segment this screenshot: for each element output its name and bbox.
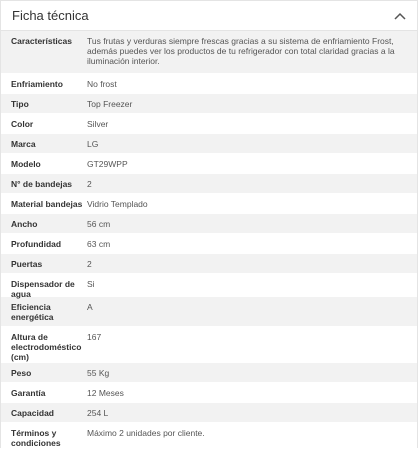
spec-row [1, 31, 417, 74]
spec-label: Material bandejas [11, 199, 83, 209]
spec-value: Si [87, 279, 95, 289]
spec-value: A [87, 302, 93, 312]
spec-row [1, 403, 417, 423]
spec-value: 254 L [87, 408, 109, 418]
spec-label: Dispensador de agua [11, 279, 75, 299]
spec-value: 2 [87, 259, 92, 269]
spec-value: 56 cm [87, 219, 111, 229]
spec-value: Tus frutas y verduras siempre frescas gracias a su sistema de enfriamiento Frost, además puedes ver los productos de tu refrigerador con total claridad gracias a la iluminación interior. [87, 36, 395, 66]
spec-label: Tipo [11, 99, 29, 109]
chevron-up-icon[interactable] [393, 9, 407, 23]
spec-value: 12 Meses [87, 388, 124, 398]
spec-row [1, 327, 417, 363]
spec-row [1, 94, 417, 114]
spec-value: LG [87, 139, 99, 149]
spec-value: GT29WPP [87, 159, 128, 169]
spec-row [1, 297, 417, 327]
spec-row [1, 363, 417, 383]
spec-value: 2 [87, 179, 92, 189]
spec-row [1, 114, 417, 134]
spec-label: Altura de electrodoméstico (cm) [11, 332, 82, 362]
spec-label: Términos y condiciones [11, 428, 61, 448]
spec-label: N° de bandejas [11, 179, 73, 189]
spec-value: No frost [87, 79, 117, 89]
spec-value: 63 cm [87, 239, 111, 249]
spec-table [1, 31, 417, 459]
spec-label: Puertas [11, 259, 43, 269]
spec-label: Garantía [11, 388, 46, 398]
spec-row [1, 214, 417, 234]
spec-row [1, 274, 417, 297]
spec-label: Enfriamiento [11, 79, 63, 89]
spec-label: Modelo [11, 159, 41, 169]
spec-row [1, 134, 417, 154]
spec-value: Top Freezer [87, 99, 133, 109]
spec-value: Silver [87, 119, 109, 129]
spec-label: Color [11, 119, 34, 129]
spec-value: 55 Kg [87, 368, 110, 378]
spec-sheet-title: Ficha técnica [12, 8, 89, 23]
spec-row [1, 423, 417, 459]
spec-row [1, 254, 417, 274]
spec-row [1, 234, 417, 254]
spec-value: Máximo 2 unidades por cliente. [87, 428, 205, 438]
spec-row [1, 74, 417, 94]
spec-row [1, 154, 417, 174]
spec-row [1, 194, 417, 214]
spec-row [1, 174, 417, 194]
spec-label: Eficiencia energética [11, 302, 54, 322]
spec-row [1, 383, 417, 403]
spec-value: 167 [87, 332, 102, 342]
spec-label: Ancho [11, 219, 38, 229]
spec-label: Peso [11, 368, 32, 378]
spec-value: Vidrio Templado [87, 199, 148, 209]
spec-label: Profundidad [11, 239, 62, 249]
spec-label: Características [11, 36, 72, 46]
spec-label: Capacidad [11, 408, 54, 418]
spec-sheet-header[interactable] [1, 1, 417, 31]
spec-label: Marca [11, 139, 36, 149]
